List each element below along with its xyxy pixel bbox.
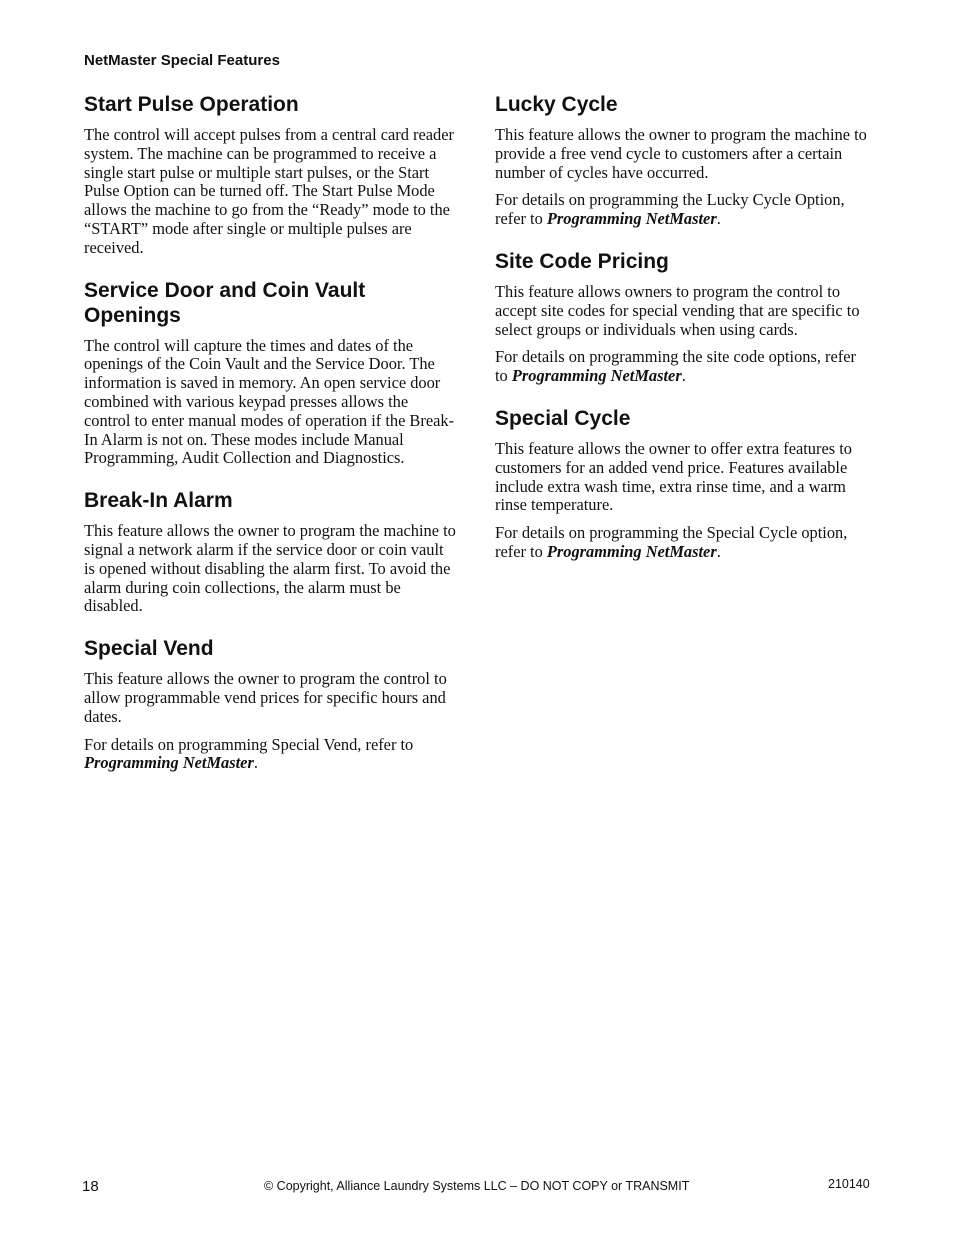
section-heading: Special Cycle bbox=[495, 406, 631, 430]
reference-lead: For details on programming the Lucky Cycle Option, refer to bbox=[495, 190, 845, 229]
section-paragraph: The control will capture the times and dates of the openings of the Coin Vault and the Service Door. The information is saved in memory. An open service door combined with various keypad presses allows the control to enter manual modes of operation if the Break-In Alarm is not on. These modes include Manual Programming, Audit Collection and Diagnostics. bbox=[84, 335, 455, 468]
section-service-door-coin-vault bbox=[84, 278, 456, 469]
left-column bbox=[84, 92, 456, 793]
running-header: NetMaster Special Features bbox=[84, 52, 280, 69]
reference-tail: . bbox=[716, 209, 721, 229]
section-heading: Site Code Pricing bbox=[495, 249, 669, 273]
section-site-code-pricing bbox=[495, 249, 871, 386]
section-heading: Start Pulse Operation bbox=[84, 93, 299, 116]
reference-paragraph bbox=[495, 348, 871, 386]
section-paragraph: This feature allows the owner to program the control to allow programmable vend prices for specific hours and dates. bbox=[84, 669, 447, 726]
section-paragraph: This feature allows the owner to program the machine to signal a network alarm if the service door or coin vault is opened without disabling the alarm first. To avoid the alarm during coin collections, the alarm must be disabled. bbox=[84, 521, 456, 616]
reference-paragraph bbox=[495, 524, 871, 562]
section-lucky-cycle bbox=[495, 92, 871, 229]
reference-link[interactable]: Programming NetMaster bbox=[546, 209, 717, 229]
section-heading: Break-In Alarm bbox=[84, 489, 233, 513]
section-heading: Service Door and Coin Vault Openings bbox=[84, 278, 366, 327]
section-special-vend bbox=[84, 636, 456, 773]
reference-lead: For details on programming Special Vend, refer to bbox=[84, 734, 414, 754]
section-heading: Special Vend bbox=[84, 637, 214, 661]
reference-paragraph bbox=[495, 191, 871, 229]
section-paragraph: This feature allows owners to program the control to accept site codes for special vending that are specific to select groups or individuals when using cards. bbox=[495, 281, 860, 339]
section-heading: Lucky Cycle bbox=[495, 93, 618, 116]
reference-link[interactable]: Programming NetMaster bbox=[84, 753, 254, 773]
reference-tail: . bbox=[716, 541, 721, 561]
reference-tail: . bbox=[253, 753, 258, 773]
document-number: 210140 bbox=[828, 1177, 870, 1191]
reference-tail: . bbox=[681, 366, 686, 386]
right-column bbox=[495, 92, 871, 582]
reference-link[interactable]: Programming NetMaster bbox=[546, 541, 717, 561]
page-number: 18 bbox=[82, 1178, 99, 1195]
reference-link[interactable]: Programming NetMaster bbox=[511, 366, 682, 386]
section-paragraph: This feature allows the owner to offer extra features to customers for an added vend price. Features available include extra wash time, extra rinse time, and a warm rinse temperature. bbox=[495, 438, 852, 515]
section-special-cycle bbox=[495, 406, 871, 562]
reference-lead: For details on programming the Special Cycle option, refer to bbox=[495, 523, 848, 561]
section-start-pulse-operation bbox=[84, 92, 456, 258]
section-break-in-alarm bbox=[84, 488, 456, 616]
reference-lead: For details on programming the site code options, refer to bbox=[495, 347, 856, 386]
section-paragraph: The control will accept pulses from a central card reader system. The machine can be programmed to receive a single start pulse or multiple start pulses, or the Start Pulse Option can be turned off. The Start Pulse Mode allows the machine to go from the “Ready” mode to the “START” mode after single or multiple pulses are received. bbox=[84, 125, 454, 257]
copyright-notice: © Copyright, Alliance Laundry Systems LLC – DO NOT COPY or TRANSMIT bbox=[264, 1179, 690, 1193]
section-paragraph: This feature allows the owner to program the machine to provide a free vend cycle to customers after a certain number of cycles have occurred. bbox=[495, 125, 867, 182]
reference-paragraph bbox=[84, 736, 456, 774]
